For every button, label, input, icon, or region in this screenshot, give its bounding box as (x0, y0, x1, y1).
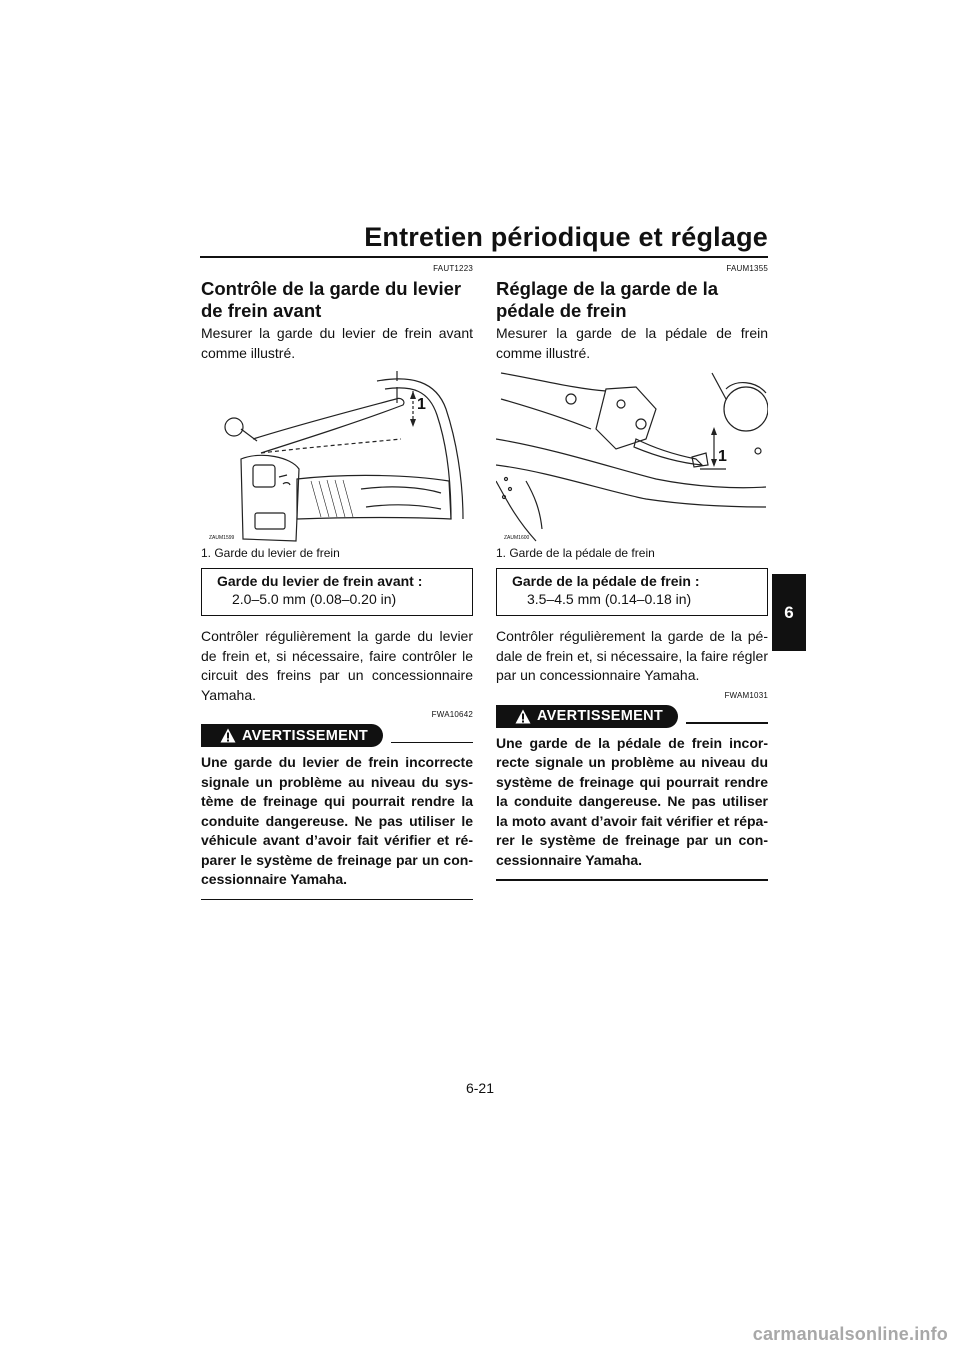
spec-label: Garde de la pédale de frein : (512, 573, 700, 589)
body-paragraph: Contrôler régulièrement la garde du levier de frein et, si nécessaire, faire contrôler le circuit des freins par un concessionnaire Yamaha. (201, 628, 473, 703)
figure-code: ZAUM1600 (504, 535, 530, 541)
section-code: FAUM1355 (726, 264, 768, 273)
body-paragraph: Contrôler régulièrement la garde de la pé-dale de frein et, si nécessaire, la faire régler par un concessionnaire Yamaha. (496, 628, 768, 683)
section-intro: Mesurer la garde de la pédale de frein comme illustré. (496, 325, 768, 361)
warning-code: FWAM1031 (724, 690, 768, 700)
figure-code: ZAUM1599 (209, 535, 235, 541)
warning-rule (686, 722, 768, 724)
spec-box (201, 568, 473, 616)
section-intro: Mesurer la garde du levier de frein avant comme illustré. (201, 325, 473, 361)
right-column (496, 264, 768, 881)
warning-header (201, 724, 473, 747)
warning-text: Une garde de la pédale de frein incor-recte signale un problème au niveau du système de freinage qui pourrait rendre la conduite dangereuse. Ne pas utiliser la moto avant d’avoir fait vérifier et répa-rer le système de freinage par un con-cessionnaire Yamaha. (496, 734, 768, 868)
warning-end-rule (496, 879, 768, 881)
spec-value: 2.0–5.0 mm (0.08–0.20 in) (232, 591, 397, 607)
figure-caption: 1. Garde du levier de frein (201, 546, 340, 560)
section-heading: Contrôle de la garde du levier de frein avant (201, 278, 462, 321)
warning-badge (201, 724, 383, 747)
brake-pedal-illustration (496, 369, 768, 545)
warning-text: Une garde du levier de frein incorrecte signale un problème au niveau du sys-tème de freinage qui pourrait rendre la conduite dangereuse. Ne pas utiliser le véhicule avant d’avoir fait vérifier et ré-parer le système de freinage par un con-cessionnaire Yamaha. (201, 754, 473, 887)
warning-triangle-icon (515, 709, 531, 724)
warning-label: AVERTISSEMENT (241, 727, 369, 744)
brake-lever-figure (201, 369, 473, 545)
spec-label: Garde du levier de frein avant : (217, 573, 423, 589)
spec-value: 3.5–4.5 mm (0.14–0.18 in) (527, 591, 692, 607)
warning-end-rule (201, 899, 473, 901)
title-rule (200, 256, 768, 258)
figure-callout: 1 (417, 396, 426, 413)
section-code: FAUT1223 (433, 264, 473, 273)
warning-badge (496, 705, 678, 728)
figure-callout: 1 (718, 448, 727, 465)
watermark[interactable]: carmanualsonline.info (752, 1324, 948, 1344)
page-title: Entretien périodique et réglage (364, 222, 768, 252)
warning-header (496, 705, 768, 728)
figure-caption: 1. Garde de la pédale de frein (496, 546, 655, 560)
section-heading: Réglage de la garde de la pédale de frein (496, 278, 719, 321)
warning-triangle-icon (220, 728, 236, 743)
warning-rule (391, 742, 473, 744)
page-number: 6-21 (465, 1080, 495, 1096)
warning-code: FWA10642 (431, 710, 473, 719)
brake-lever-illustration (201, 369, 473, 545)
spec-box (496, 568, 768, 616)
warning-label: AVERTISSEMENT (536, 708, 664, 724)
left-column (201, 264, 473, 900)
brake-pedal-figure (496, 369, 768, 545)
chapter-tab[interactable]: 6 (772, 574, 806, 651)
